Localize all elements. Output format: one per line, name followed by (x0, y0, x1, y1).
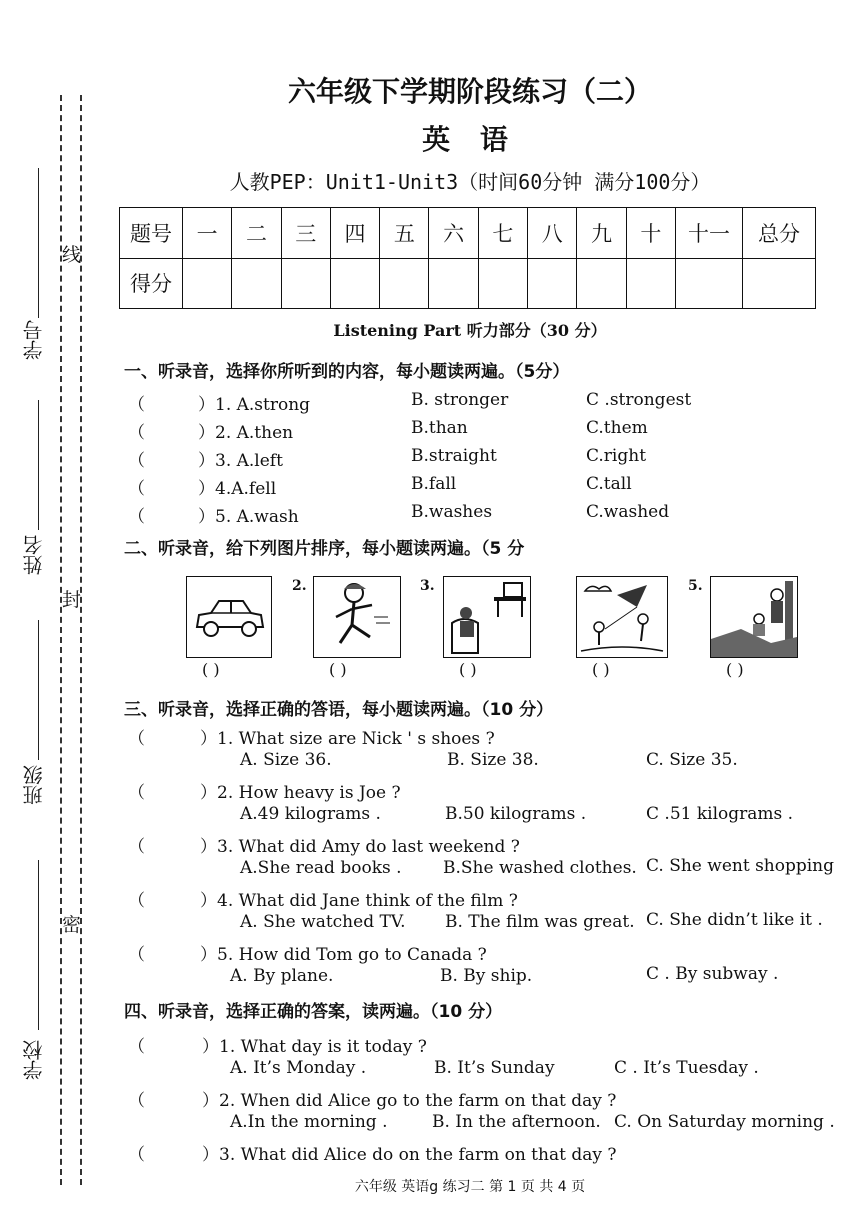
seal-seal-char: 封 (62, 585, 80, 612)
score-cell: 十一 (676, 208, 743, 259)
order-answer-blank[interactable]: ( ) (592, 660, 610, 679)
option-b: B. Size 38. (447, 750, 539, 770)
option-a: A. It’s Monday . (230, 1058, 367, 1078)
score-input-cell[interactable] (676, 258, 743, 309)
order-answer-blank[interactable]: ( ) (726, 660, 744, 679)
question-text: ）3. What did Amy do last weekend ? (200, 837, 520, 857)
option-c: C. On Saturday morning . (614, 1112, 835, 1132)
score-input-cell[interactable] (380, 258, 429, 309)
answer-paren[interactable]: （ (128, 891, 145, 911)
picture-number: 2. (292, 578, 307, 594)
option-b: B.fall (411, 474, 457, 494)
seal-line-char: 线 (62, 240, 80, 267)
section2-heading: 二、听录音，给下列图片排序，每小题读两遍。（5 分 (124, 539, 525, 559)
option-b: B. By ship. (440, 966, 533, 986)
score-table (119, 207, 816, 309)
student-id-label: 学号 (22, 320, 46, 360)
option-c: C. She went shopping (646, 856, 835, 876)
option-c: C. She didn’t like it . (646, 910, 823, 930)
page-title: 六年级下学期阶段练习（二） (287, 75, 652, 108)
class-line (38, 620, 39, 760)
washing-picture (710, 576, 798, 658)
question-text: ）4. What did Jane think of the film ? (200, 891, 518, 911)
score-cell: 十 (626, 208, 675, 259)
answer-paren[interactable]: （ (128, 945, 145, 965)
answer-paren[interactable]: （ (128, 1037, 145, 1057)
score-input-cell[interactable] (478, 258, 527, 309)
option-b: B. The film was great. (445, 912, 635, 932)
score-input-cell[interactable] (626, 258, 675, 309)
question-text: ）4.A.fell (198, 479, 277, 499)
question-text: ）3. What did Alice do on the farm on that day ? (202, 1145, 617, 1165)
answer-paren[interactable]: （ (128, 1091, 145, 1111)
option-a: A. She watched TV. (240, 912, 406, 932)
section3-heading: 三、听录音，选择正确的答语，每小题读两遍。（10 分） (124, 700, 554, 720)
name-line (38, 400, 39, 530)
score-table-score-row (120, 258, 816, 309)
answer-paren[interactable]: （ (128, 1145, 145, 1165)
score-input-cell[interactable] (528, 258, 577, 309)
car-icon (187, 577, 271, 657)
question-text: ）2. When did Alice go to the farm on that day ? (202, 1091, 617, 1111)
question-text: ）1. What size are Nick ' s shoes ? (200, 729, 495, 749)
score-cell: 九 (577, 208, 626, 259)
option-b: B. In the afternoon. (432, 1112, 601, 1132)
running-boy-picture (313, 576, 401, 658)
order-answer-blank[interactable]: ( ) (329, 660, 347, 679)
score-cell: 三 (281, 208, 330, 259)
section4-heading: 四、听录音，选择正确的答案，读两遍。（10 分） (124, 1002, 503, 1022)
option-a: A.49 kilograms . (240, 804, 381, 824)
question-text: ）2. A.then (198, 423, 294, 443)
kite-flying-picture (576, 576, 668, 658)
score-cell: 题号 (120, 208, 183, 259)
answer-paren[interactable]: （ (128, 783, 145, 803)
option-a: A. By plane. (230, 966, 334, 986)
option-b: B.She washed clothes. (443, 858, 637, 878)
picture-number: 5. (688, 578, 703, 594)
page-footer: 六年级 英语g 练习二 第 1 页 共 4 页 (354, 1179, 586, 1195)
option-b: B.than (411, 418, 468, 438)
score-cell: 八 (528, 208, 577, 259)
option-c: C. Size 35. (646, 750, 738, 770)
school-label: 学校 (22, 1040, 46, 1080)
answer-paren[interactable]: （ (128, 837, 145, 857)
score-input-cell[interactable] (232, 258, 281, 309)
answer-paren[interactable]: （ (128, 423, 145, 443)
score-cell: 一 (183, 208, 232, 259)
picture-number: 3. (420, 578, 435, 594)
score-cell: 二 (232, 208, 281, 259)
option-b: B.straight (411, 446, 497, 466)
kite-icon (577, 577, 667, 657)
option-c: C.washed (586, 502, 670, 522)
tv-icon (444, 577, 530, 657)
answer-paren[interactable]: （ (128, 507, 145, 527)
option-b: B.washes (411, 502, 493, 522)
class-label: 班级 (22, 765, 46, 805)
score-input-cell[interactable] (577, 258, 626, 309)
name-label: 姓名 (22, 535, 46, 575)
option-a: A. Size 36. (240, 750, 332, 770)
option-c: C.tall (586, 474, 632, 494)
score-input-cell[interactable] (429, 258, 478, 309)
option-c: C . By subway . (646, 964, 779, 984)
running-boy-icon (314, 577, 400, 657)
option-c: C .51 kilograms . (646, 804, 794, 824)
score-input-cell[interactable] (330, 258, 379, 309)
option-b: B. stronger (411, 390, 509, 410)
seal-secret-char: 密 (62, 910, 80, 937)
score-input-cell[interactable] (183, 258, 232, 309)
answer-paren[interactable]: （ (128, 395, 145, 415)
question-text: ）2. How heavy is Joe ? (200, 783, 401, 803)
score-cell: 五 (380, 208, 429, 259)
score-cell: 七 (478, 208, 527, 259)
score-cell: 六 (429, 208, 478, 259)
score-input-cell[interactable] (743, 258, 816, 309)
section1-heading: 一、听录音，选择你所听到的内容，每小题读两遍。（5分） (124, 362, 570, 382)
answer-paren[interactable]: （ (128, 729, 145, 749)
question-text: ）1. What day is it today ? (202, 1037, 427, 1057)
answer-paren[interactable]: （ (128, 451, 145, 471)
subject-title: 英 语 (422, 123, 518, 156)
school-line (38, 860, 39, 1030)
washing-icon (711, 577, 797, 657)
question-text: ）1. A.strong (198, 395, 311, 415)
option-c: C . It’s Tuesday . (614, 1058, 759, 1078)
tv-watching-picture (443, 576, 531, 658)
exam-subtitle: 人教PEP：Unit1-Unit3（时间60分钟 满分100分） (229, 170, 711, 194)
option-c: C.them (586, 418, 648, 438)
question-text: ）3. A.left (198, 451, 283, 471)
listening-heading: Listening Part 听力部分（30 分） (333, 321, 607, 340)
option-c: C.right (586, 446, 647, 466)
option-b: B. It’s Sunday (434, 1058, 555, 1078)
answer-paren[interactable]: （ (128, 479, 145, 499)
score-input-cell[interactable] (281, 258, 330, 309)
score-cell: 得分 (120, 258, 183, 309)
score-cell: 四 (330, 208, 379, 259)
option-a: A.In the morning . (230, 1112, 388, 1132)
score-table-header-row (120, 208, 816, 259)
order-answer-blank[interactable]: ( ) (459, 660, 477, 679)
option-b: B.50 kilograms . (445, 804, 587, 824)
option-a: A.She read books . (240, 858, 402, 878)
score-cell: 总分 (743, 208, 816, 259)
car-picture (186, 576, 272, 658)
question-text: ）5. A.wash (198, 507, 299, 527)
option-c: C .strongest (586, 390, 692, 410)
order-answer-blank[interactable]: ( ) (202, 660, 220, 679)
question-text: ）5. How did Tom go to Canada ? (200, 945, 487, 965)
